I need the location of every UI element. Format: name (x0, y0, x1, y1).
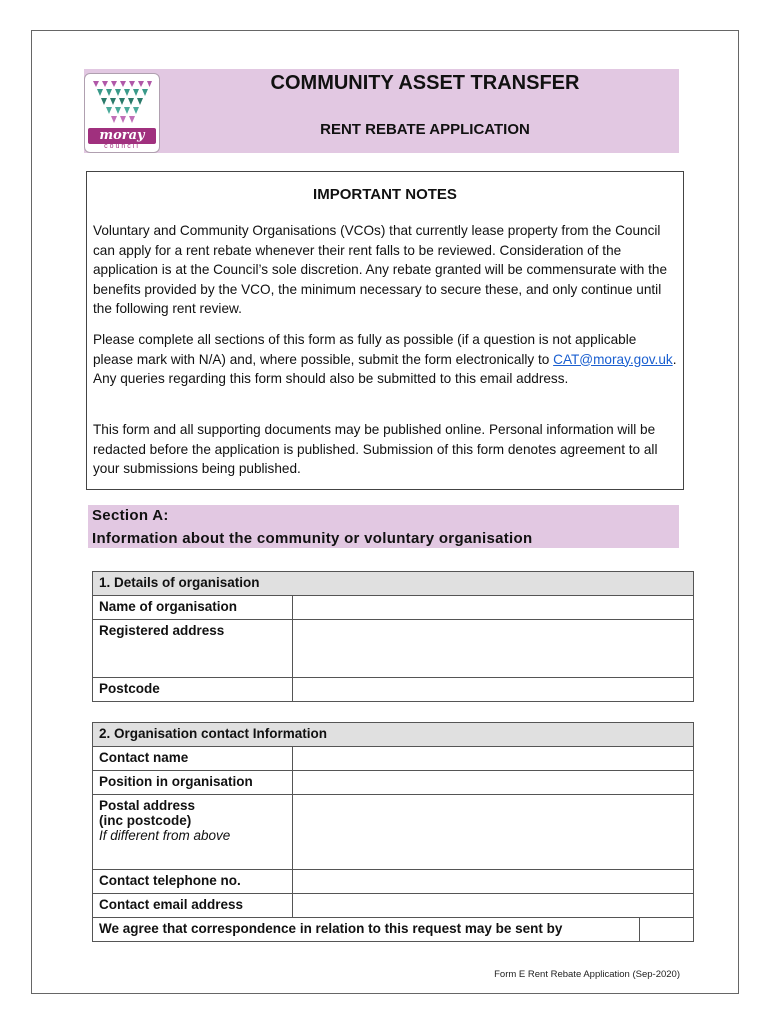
page-subtitle: RENT REBATE APPLICATION (320, 121, 530, 138)
row-label: Name of organisation (93, 596, 293, 620)
logo-diamonds-icon (91, 79, 153, 127)
postal-address-hint: If different from above (99, 828, 231, 843)
row-label: Postcode (93, 678, 293, 702)
important-notes-box (86, 171, 684, 490)
footer-form-reference: Form E Rent Rebate Application (Sep-2020) (494, 969, 680, 980)
registered-address-field[interactable] (293, 620, 694, 678)
row-label: Registered address (93, 620, 293, 678)
postcode-field[interactable] (293, 678, 694, 702)
contact-information-table (92, 722, 694, 942)
row-label (93, 795, 293, 870)
email-field[interactable] (293, 894, 694, 918)
section-a-heading: Information about the community or voluntary organisation (92, 530, 533, 547)
notes-paragraph-2-end: . Any queries regarding this form should also be submitted to this email address. (93, 351, 677, 386)
row-label: Contact email address (93, 894, 293, 918)
page-title: COMMUNITY ASSET TRANSFER (270, 72, 580, 94)
logo-subtext: council (104, 143, 140, 150)
table-header: 2. Organisation contact Information (93, 723, 694, 747)
postal-address-label: Postal address (99, 798, 196, 813)
logo-wordmark: moray (88, 128, 156, 144)
organisation-name-field[interactable] (293, 596, 694, 620)
correspondence-method-field[interactable] (640, 918, 694, 942)
notes-paragraph-2-start: Please complete all sections of this form as fully as possible (if a question is not applicable please mark with N/A) and, where possible, submit the form electronically to (93, 332, 637, 367)
telephone-field[interactable] (293, 870, 694, 894)
row-label: Position in organisation (93, 771, 293, 795)
section-a-label: Section A: (92, 507, 169, 524)
table-header: 1. Details of organisation (93, 572, 694, 596)
postal-address-sublabel: (inc postcode) (99, 813, 192, 828)
row-label: Contact name (93, 747, 293, 771)
contact-name-field[interactable] (293, 747, 694, 771)
correspondence-agreement-label: We agree that correspondence in relation to this request may be sent by (93, 918, 640, 942)
row-label: Contact telephone no. (93, 870, 293, 894)
postal-address-field[interactable] (293, 795, 694, 870)
notes-title: IMPORTANT NOTES (313, 186, 457, 203)
position-field[interactable] (293, 771, 694, 795)
notes-paragraph-1: Voluntary and Community Organisations (VCOs) that currently lease property from the Council can apply for a rent rebate whenever their rent falls to be reviewed. Consideration of the application is at the Council’s sole discretion. Any rebate granted will be commensurate with the benefits provided by the VCO, the minimum necessary to secure these, and only continue until the following rent review. (93, 223, 668, 316)
notes-paragraph-3: This form and all supporting documents may be published online. Personal information will be redacted before the application is published. Submission of this form denotes agreement to all your submissions being published. (93, 422, 658, 476)
organisation-details-table (92, 571, 694, 702)
notes-paragraph-2 (93, 330, 679, 389)
email-link[interactable]: CAT@moray.gov.uk (553, 351, 673, 367)
moray-council-logo (84, 73, 160, 153)
